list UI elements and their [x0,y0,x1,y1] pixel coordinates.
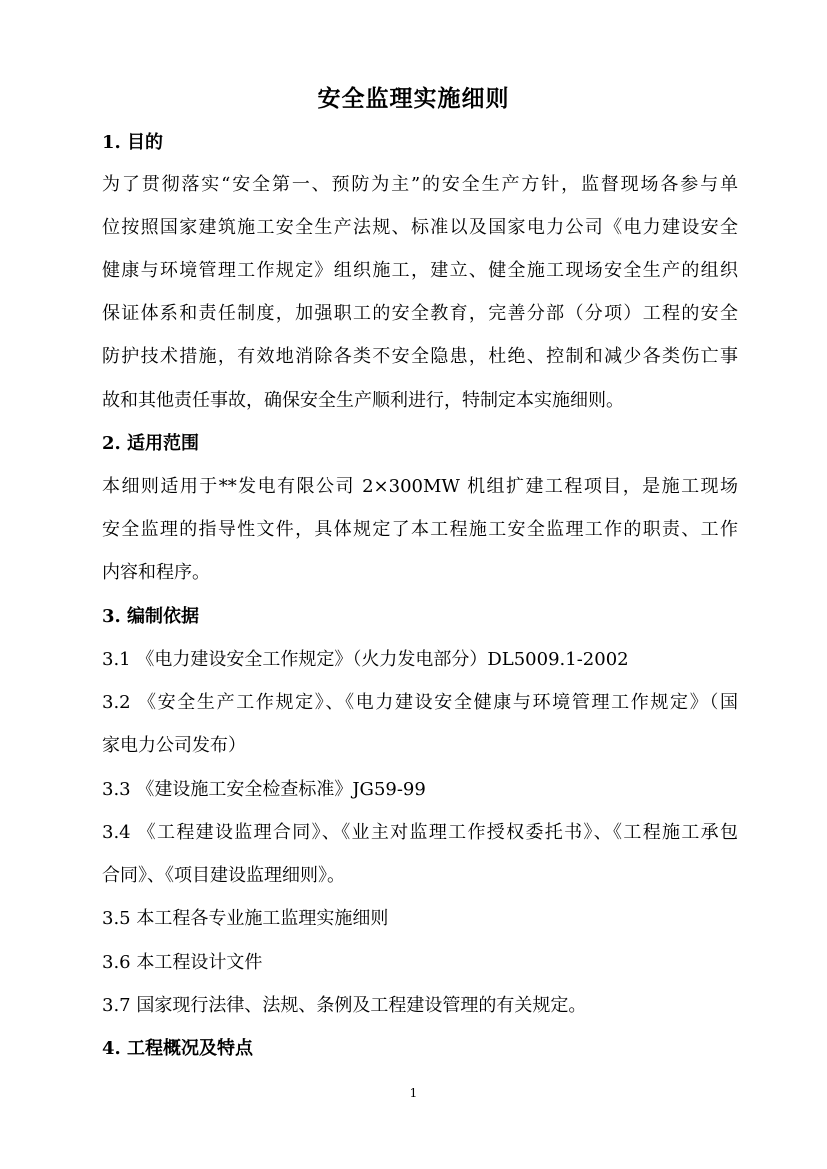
basis-item-3-1: 3.1 《电力建设安全工作规定》（火力发电部分）DL5009.1-2002 [102,649,629,670]
basis-item-3-5: 3.5 本工程各专业施工监理实施细则 [102,908,389,929]
purpose-line-6: 故和其他责任事故，确保安全生产顺利进行，特制定本实施细则。 [102,390,624,411]
section-heading-overview: 4. 工程概况及特点 [102,1038,254,1059]
section-heading-basis: 3. 编制依据 [102,606,200,627]
basis-item-3-2-cont: 家电力公司发布） [102,735,246,756]
purpose-line-5: 防护技术措施，有效地消除各类不安全隐患，杜绝、控制和减少各类伤亡事 [102,346,738,367]
basis-item-3-4-cont: 合同》、《项目建设监理细则》。 [102,865,345,886]
page-number: 1 [409,1086,418,1100]
basis-item-3-6: 3.6 本工程设计文件 [102,952,263,973]
scope-line-2: 安全监理的指导性文件，具体规定了本工程施工安全监理工作的职责、工作 [102,519,738,540]
scope-line-3: 内容和程序。 [102,562,210,583]
purpose-line-2: 位按照国家建筑施工安全生产法规、标准以及国家电力公司《电力建设安全 [102,217,738,238]
scope-line-1: 本细则适用于**发电有限公司 2×300MW 机组扩建工程项目，是施工现场 [102,476,738,497]
document-title: 安全监理实施细则 [317,85,510,112]
section-heading-purpose: 1. 目的 [102,132,164,153]
basis-item-3-2: 3.2 《安全生产工作规定》、《电力建设安全健康与环境管理工作规定》（国 [102,692,738,713]
section-heading-scope: 2. 适用范围 [102,433,200,454]
purpose-line-4: 保证体系和责任制度，加强职工的安全教育，完善分部（分项）工程的安全 [102,303,738,324]
purpose-line-3: 健康与环境管理工作规定》组织施工，建立、健全施工现场安全生产的组织 [102,260,738,281]
purpose-line-1: 为了贯彻落实“安全第一、预防为主”的安全生产方针，监督现场各参与单 [102,174,738,195]
basis-item-3-7: 3.7 国家现行法律、法规、条例及工程建设管理的有关规定。 [102,995,587,1016]
basis-item-3-4: 3.4 《工程建设监理合同》、《业主对监理工作授权委托书》、《工程施工承包 [102,822,738,843]
basis-item-3-3: 3.3 《建设施工安全检查标准》JG59-99 [102,779,426,800]
